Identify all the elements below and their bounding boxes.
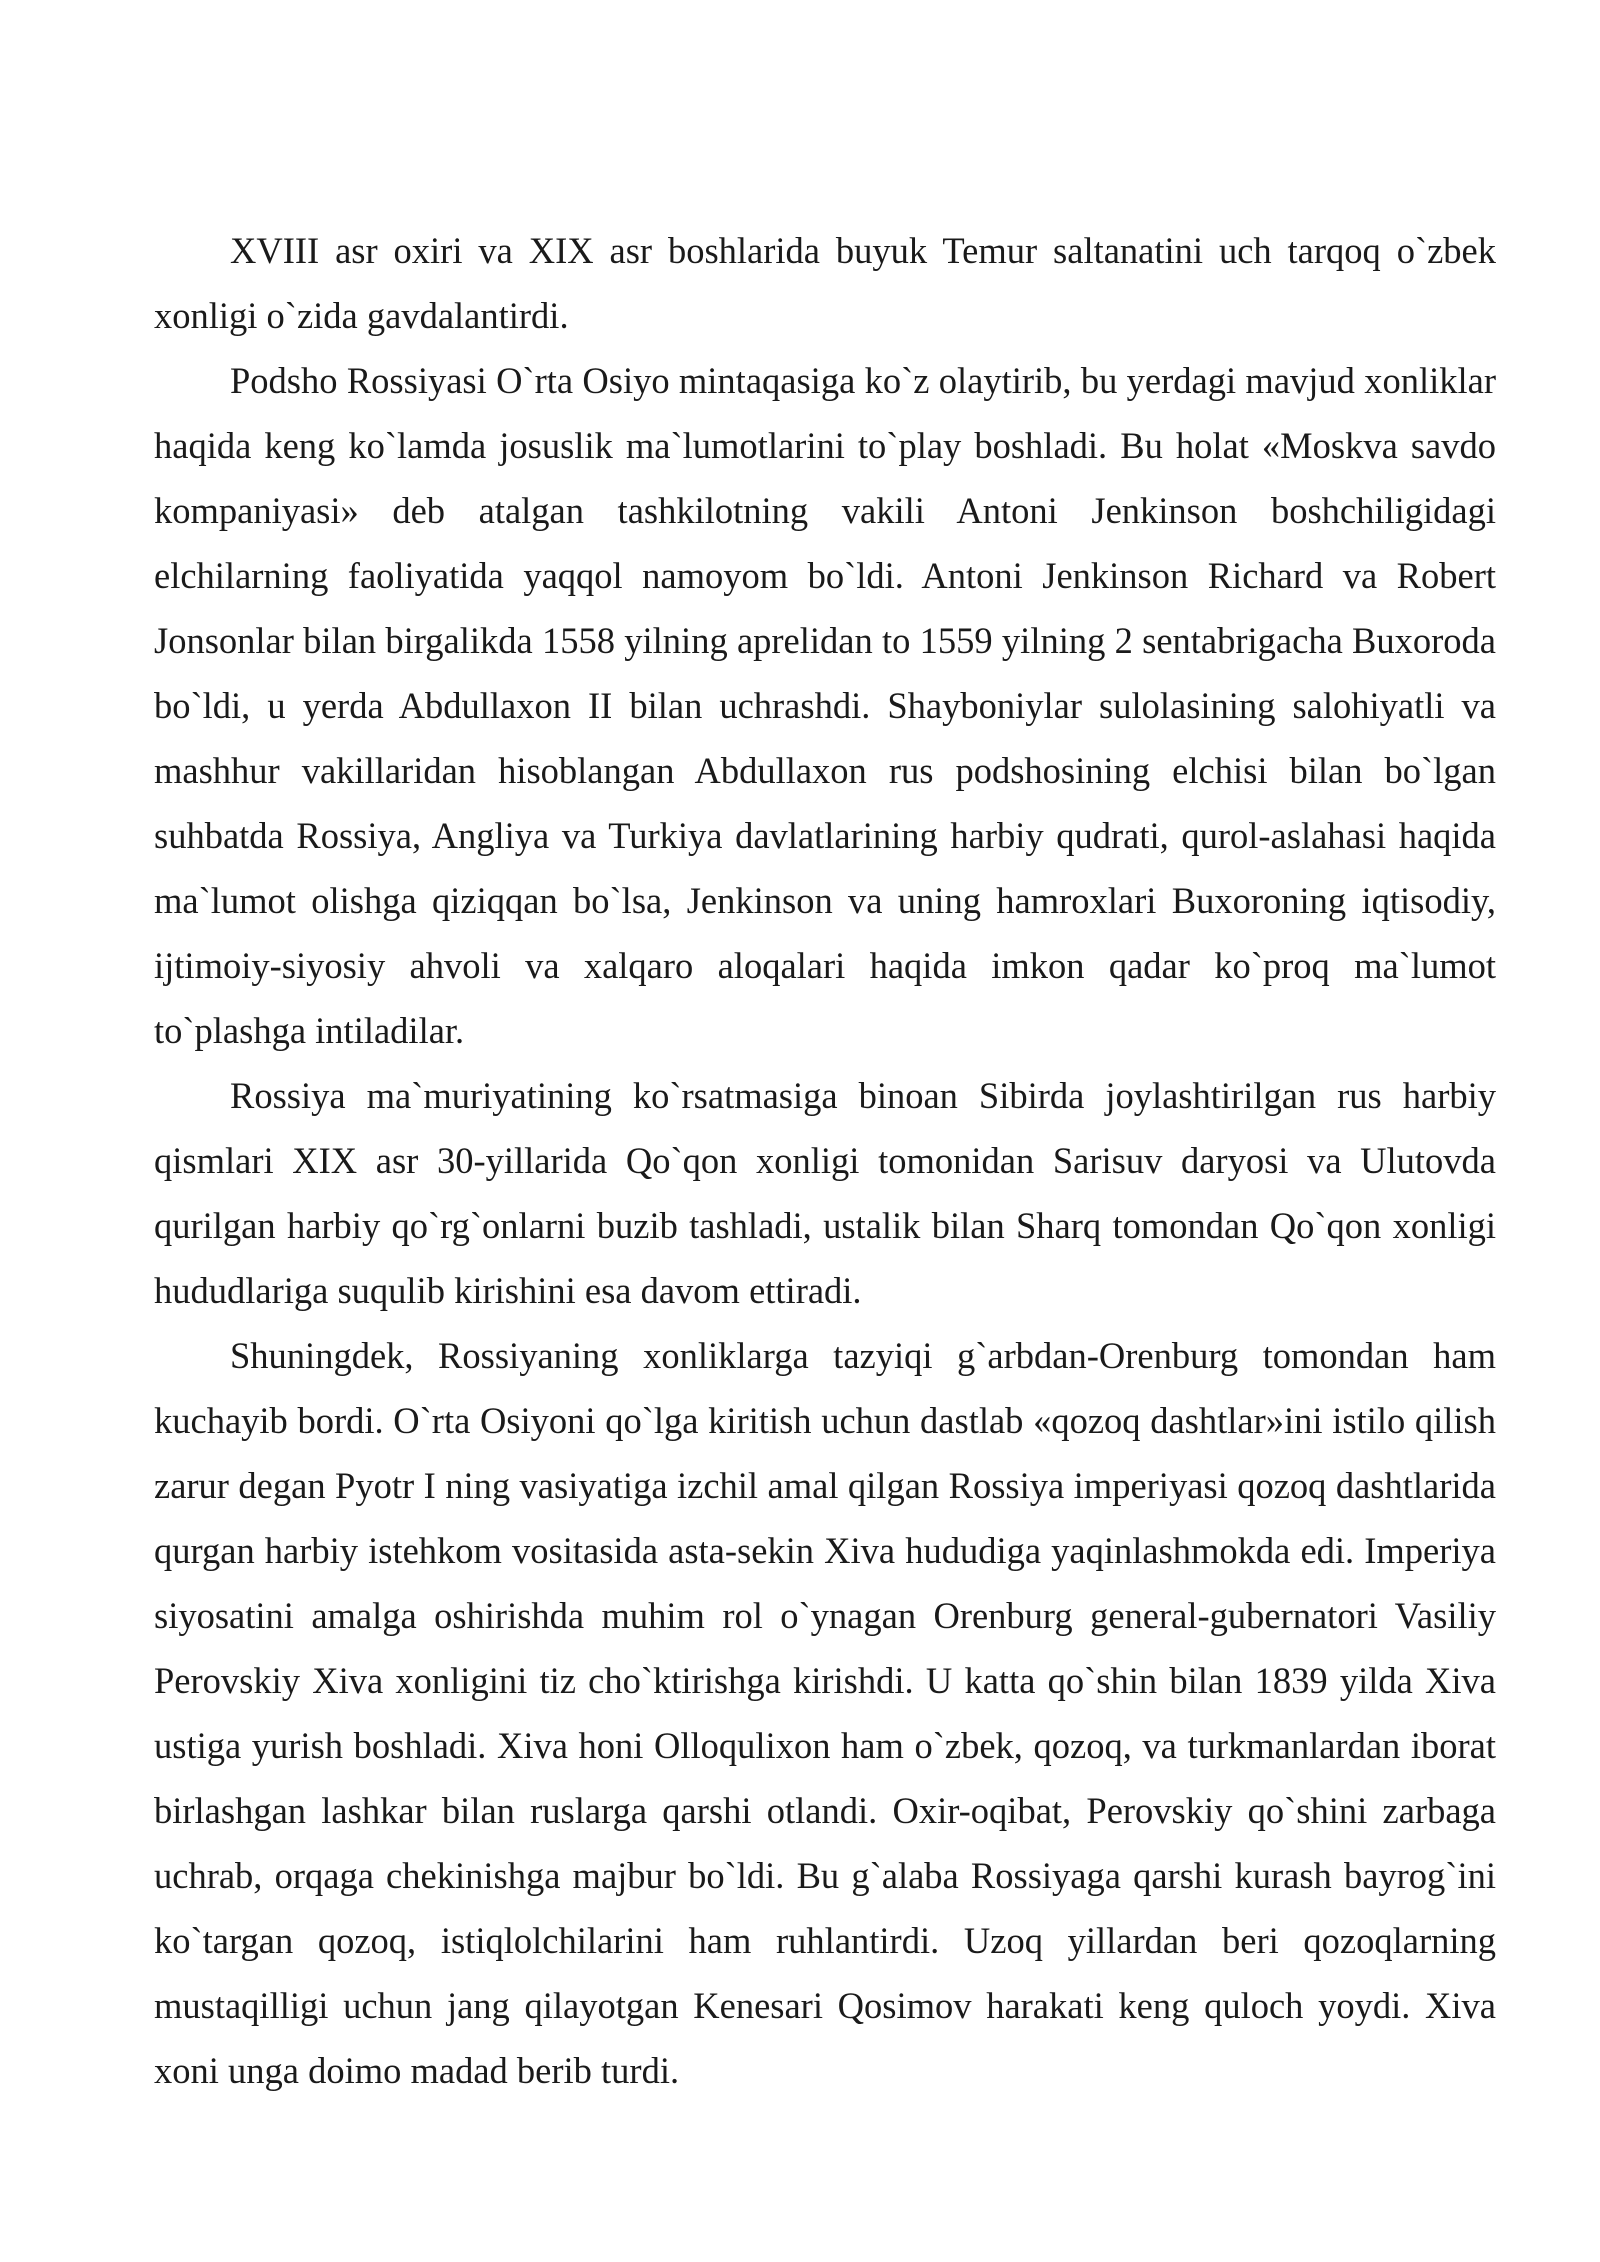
paragraph-jenkinson-mission: Podsho Rossiyasi O`rta Osiyo mintaqasiga ko`z olaytirib, bu yerdagi mavjud xonliklar haqida keng ko`lamda josuslik ma`lumotlarini to`play boshladi. Bu holat «Moskva savdo kompaniyasi» deb atalgan tashkilotning vakili Antoni Jenkinson boshchiligidagi elchilarning faoliyatida yaqqol namoyom bo`ldi. Antoni Jenkinson Richard va Robert Jonsonlar bilan birgalikda 1558 yilning aprelidan to 1559 yilning 2 sentabrigacha Buxoroda bo`ldi, u yerda Abdullaxon II bilan uchrashdi. Shayboniylar sulolasining salohiyatli va mashhur vakillaridan hisoblangan Abdullaxon rus podshosining elchisi bilan bo`lgan suhbatda Rossiya, Angliya va Turkiya davlatlarining harbiy qudrati, qurol-aslahasi haqida ma`lumot olishga qiziqqan bo`lsa, Jenkinson va uning hamroxlari Buxoroning iqtisodiy, ijtimoiy-siyosiy ahvoli va xalqaro aloqalari haqida imkon qadar ko`proq ma`lumot to`plashga intiladilar. — [154, 360, 1496, 1051]
paragraph-orenburg-khiva: Shuningdek, Rossiyaning xonliklarga tazyiqi g`arbdan-Orenburg tomondan ham kuchayib bordi. O`rta Osiyoni qo`lga kiritish uchun dastlab «qozoq dashtlar»ini istilo qilish zarur degan Pyotr I ning vasiyatiga izchil amal qilgan Rossiya imperiyasi qozoq dashtlarida qurgan harbiy istehkom vositasida asta-sekin Xiva hududiga yaqinlashmokda edi. Imperiya siyosatini amalga oshirishda muhim rol o`ynagan Orenburg general-gubernatori Vasiliy Perovskiy Xiva xonligini tiz cho`ktirishga kirishdi. U katta qo`shin bilan 1839 yilda Xiva ustiga yurish boshladi. Xiva honi Olloqulixon ham o`zbek, qozoq, va turkmanlardan iborat birlashgan lashkar bilan ruslarga qarshi otlandi. Oxir-oqibat, Perovskiy qo`shini zarbaga uchrab, orqaga chekinishga majbur bo`ldi. Bu g`alaba Rossiyaga qarshi kurash bayrog`ini ko`targan qozoq, istiqlolchilarini ham ruhlantirdi. Uzoq yillardan beri qozoqlarning mustaqilligi uchun jang qilayotgan Kenesari Qosimov harakati keng quloch yoydi. Xiva xoni unga doimo madad berib turdi. — [154, 1335, 1496, 2091]
document-page — [154, 218, 1496, 2103]
paragraph-khanates-intro: XVIII asr oxiri va XIX asr boshlarida buyuk Temur saltanatini uch tarqoq o`zbek xonligi o`zida gavdalantirdi. — [154, 230, 1496, 336]
paragraph-siberian-forces: Rossiya ma`muriyatining ko`rsatmasiga binoan Sibirda joylashtirilgan rus harbiy qismlari XIX asr 30-yillarida Qo`qon xonligi tomonidan Sarisuv daryosi va Ulutovda qurilgan harbiy qo`rg`onlarni buzib tashladi, ustalik bilan Sharq tomondan Qo`qon xonligi hududlariga suqulib kirishini esa davom ettiradi. — [154, 1075, 1496, 1311]
